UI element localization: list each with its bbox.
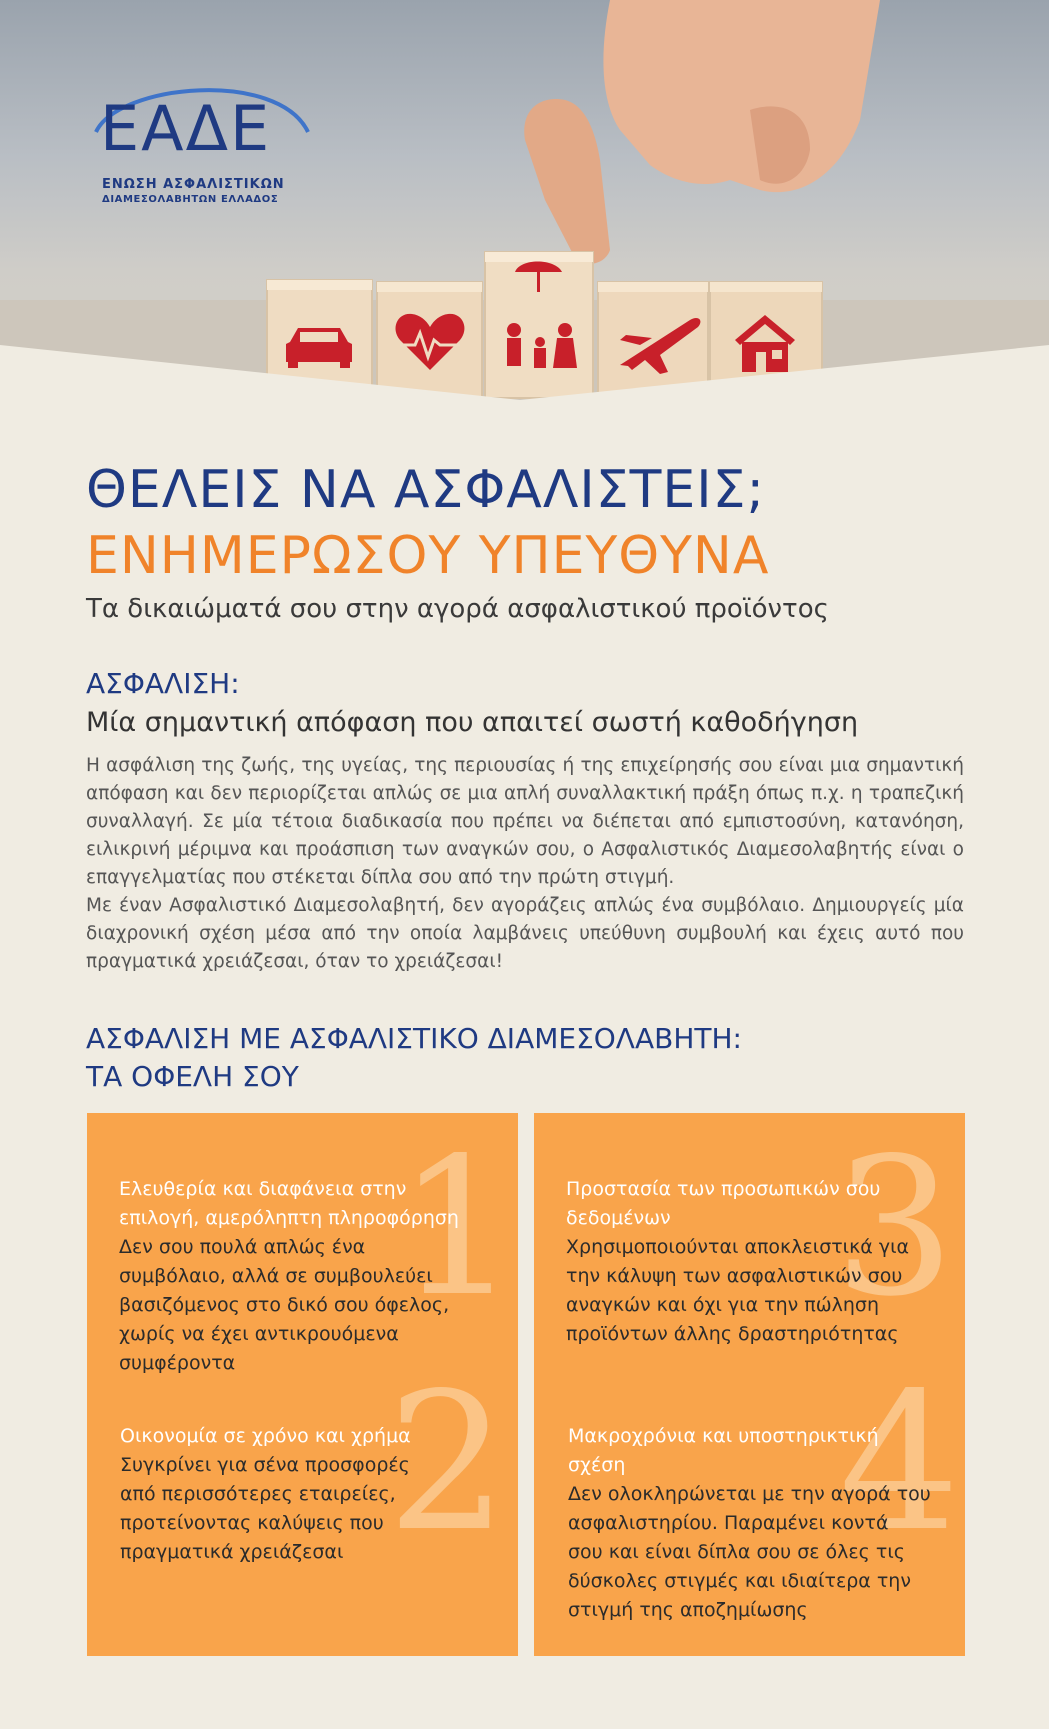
benefit-2-text-line-3: προτείνοντας καλύψεις που: [120, 1512, 384, 1534]
benefit-4-text-line-4: δύσκολες στιγμές και ιδιαίτερα την: [568, 1570, 911, 1592]
block-plane: [598, 282, 708, 398]
section-body: [86, 752, 964, 976]
benefit-2-text-line-1: Συγκρίνει για σένα προσφορές: [120, 1454, 410, 1476]
benefit-1-title: [119, 1175, 459, 1233]
benefit-1-text-line-3: βασιζόμενος στο δικό σου όφελος,: [119, 1294, 450, 1316]
benefits-heading-line-1: ΑΣΦΑΛΙΣΗ ΜΕ ΑΣΦΑΛΙΣΤΙΚΟ ΔΙΑΜΕΣΟΛΑΒΗΤΗ:: [86, 1022, 742, 1055]
benefit-3-text-line-2: την κάλυψη των ασφαλιστικών σου: [566, 1265, 903, 1287]
section-heading: ΑΣΦΑΛΙΣΗ:: [86, 667, 240, 700]
benefit-number-3: 3: [834, 1117, 955, 1338]
benefit-number-1: 1: [397, 1117, 518, 1338]
benefit-3-title-line-1: Προστασία των προσωπικών σου: [566, 1178, 881, 1200]
benefits-panel-right: [534, 1113, 965, 1656]
benefit-3-title: [566, 1175, 880, 1233]
benefit-4-text: [568, 1480, 931, 1625]
benefit-3-text-line-3: αναγκών και όχι για την πώληση: [566, 1294, 880, 1316]
benefit-1-text-line-1: Δεν σου πουλά απλώς ένα: [119, 1236, 366, 1258]
benefit-1-text-line-5: συμφέροντα: [119, 1352, 236, 1374]
benefits-heading-line-2: ΤΑ ΟΦΕΛΗ ΣΟΥ: [86, 1060, 299, 1093]
logo-line-2: ΔΙΑΜΕΣΟΛΑΒΗΤΩΝ ΕΛΛΑΔΟΣ: [102, 194, 279, 205]
finger-shape: [524, 99, 610, 264]
benefit-4-text-line-1: Δεν ολοκληρώνεται με την αγορά του: [568, 1483, 931, 1505]
section-subheading: Μία σημαντική απόφαση που απαιτεί σωστή καθοδήγηση: [86, 707, 859, 738]
benefit-2-text-line-2: από περισσότερες εταιρείες,: [120, 1483, 396, 1505]
benefits-panel-left: [87, 1113, 518, 1656]
benefits-heading: [86, 1020, 742, 1096]
benefit-3-text: [566, 1233, 909, 1349]
benefit-4-title: [568, 1422, 879, 1480]
benefit-2-text-line-4: πραγματικά χρειάζεσαι: [120, 1541, 344, 1563]
benefit-1-text-line-2: συμβόλαιο, αλλά σε συμβουλεύει: [119, 1265, 433, 1287]
benefit-4-title-line-2: σχέση: [568, 1454, 626, 1476]
headline-line-1: ΘΕΛΕΙΣ ΝΑ ΑΣΦΑΛΙΣΤΕΙΣ;: [86, 460, 765, 520]
paragraph-1: Η ασφάλιση της ζωής, της υγείας, της περιουσίας ή της επιχείρησής σου είναι μια σημαντική απόφαση και δεν περιορίζεται απλώς σε μια απλή συναλλακτική πράξη όπως π.χ. η τραπεζική συναλλαγή. Σε μία τέτοια διαδικασία που πρέπει να διέπεται από εμπιστοσύνη, κατανόηση, ειλικρινή μέριμνα και προάσπιση των αναγκών σου, ο Ασφαλιστικός Διαμεσολαβητής είναι ο επαγγελματίας που στέκεται δίπλα σου από την πρώτη στιγμή.: [86, 755, 964, 888]
car-icon: [286, 328, 352, 368]
benefit-1-title-line-2: επιλογή, αμερόληπτη πληροφόρηση: [119, 1207, 459, 1229]
paragraph-2: Με έναν Ασφαλιστικό Διαμεσολαβητή, δεν αγοράζεις απλώς ένα συμβόλαιο. Δημιουργείς μία διαχρονική σχέση μέσα από την οποία λαμβάνεις υπεύθυνη συμβουλή και έχεις αυτό που πραγματικά χρειάζεσαι, όταν το χρειάζεσαι!: [86, 895, 964, 972]
logo-letters: ΕΑΔΕ: [100, 92, 272, 165]
hero-illustration: [0, 0, 1049, 450]
benefit-2-title-line-1: Οικονομία σε χρόνο και χρήμα: [120, 1425, 411, 1447]
benefit-4-text-line-3: σου και είναι δίπλα σου σε όλες τις: [568, 1541, 905, 1563]
benefit-number-4: 4: [839, 1352, 960, 1573]
logo-line-1: ΕΝΩΣΗ ΑΣΦΑΛΙΣΤΙΚΩΝ: [102, 177, 285, 192]
headline-subtitle: Τα δικαιώματά σου στην αγορά ασφαλιστικού προϊόντος: [86, 594, 829, 624]
benefit-3-title-line-2: δεδομένων: [566, 1207, 671, 1229]
logo: [88, 80, 318, 210]
benefit-4-text-line-5: στιγμή της αποζημίωσης: [568, 1599, 808, 1621]
hand-shape: [603, 0, 880, 192]
benefit-4-text-line-2: ασφαλιστηρίου. Παραμένει κοντά: [568, 1512, 889, 1534]
benefit-3-text-line-4: προϊόντων άλλης δραστηριότητας: [566, 1323, 899, 1345]
benefit-4-title-line-1: Μακροχρόνια και υποστηρικτική: [568, 1425, 879, 1447]
benefit-3-text-line-1: Χρησιμοποιούνται αποκλειστικά για: [566, 1236, 910, 1258]
hero-image: [0, 0, 1049, 450]
benefit-2-title: [120, 1422, 411, 1451]
benefit-1-title-line-1: Ελευθερία και διαφάνεια στην: [119, 1178, 407, 1200]
benefit-2-text: [120, 1451, 410, 1567]
headline-line-2: ΕΝΗΜΕΡΩΣΟΥ ΥΠΕΥΘΥΝΑ: [86, 526, 770, 586]
benefit-number-2: 2: [387, 1352, 508, 1573]
benefit-1-text-line-4: χωρίς να έχει αντικρουόμενα: [119, 1323, 399, 1345]
